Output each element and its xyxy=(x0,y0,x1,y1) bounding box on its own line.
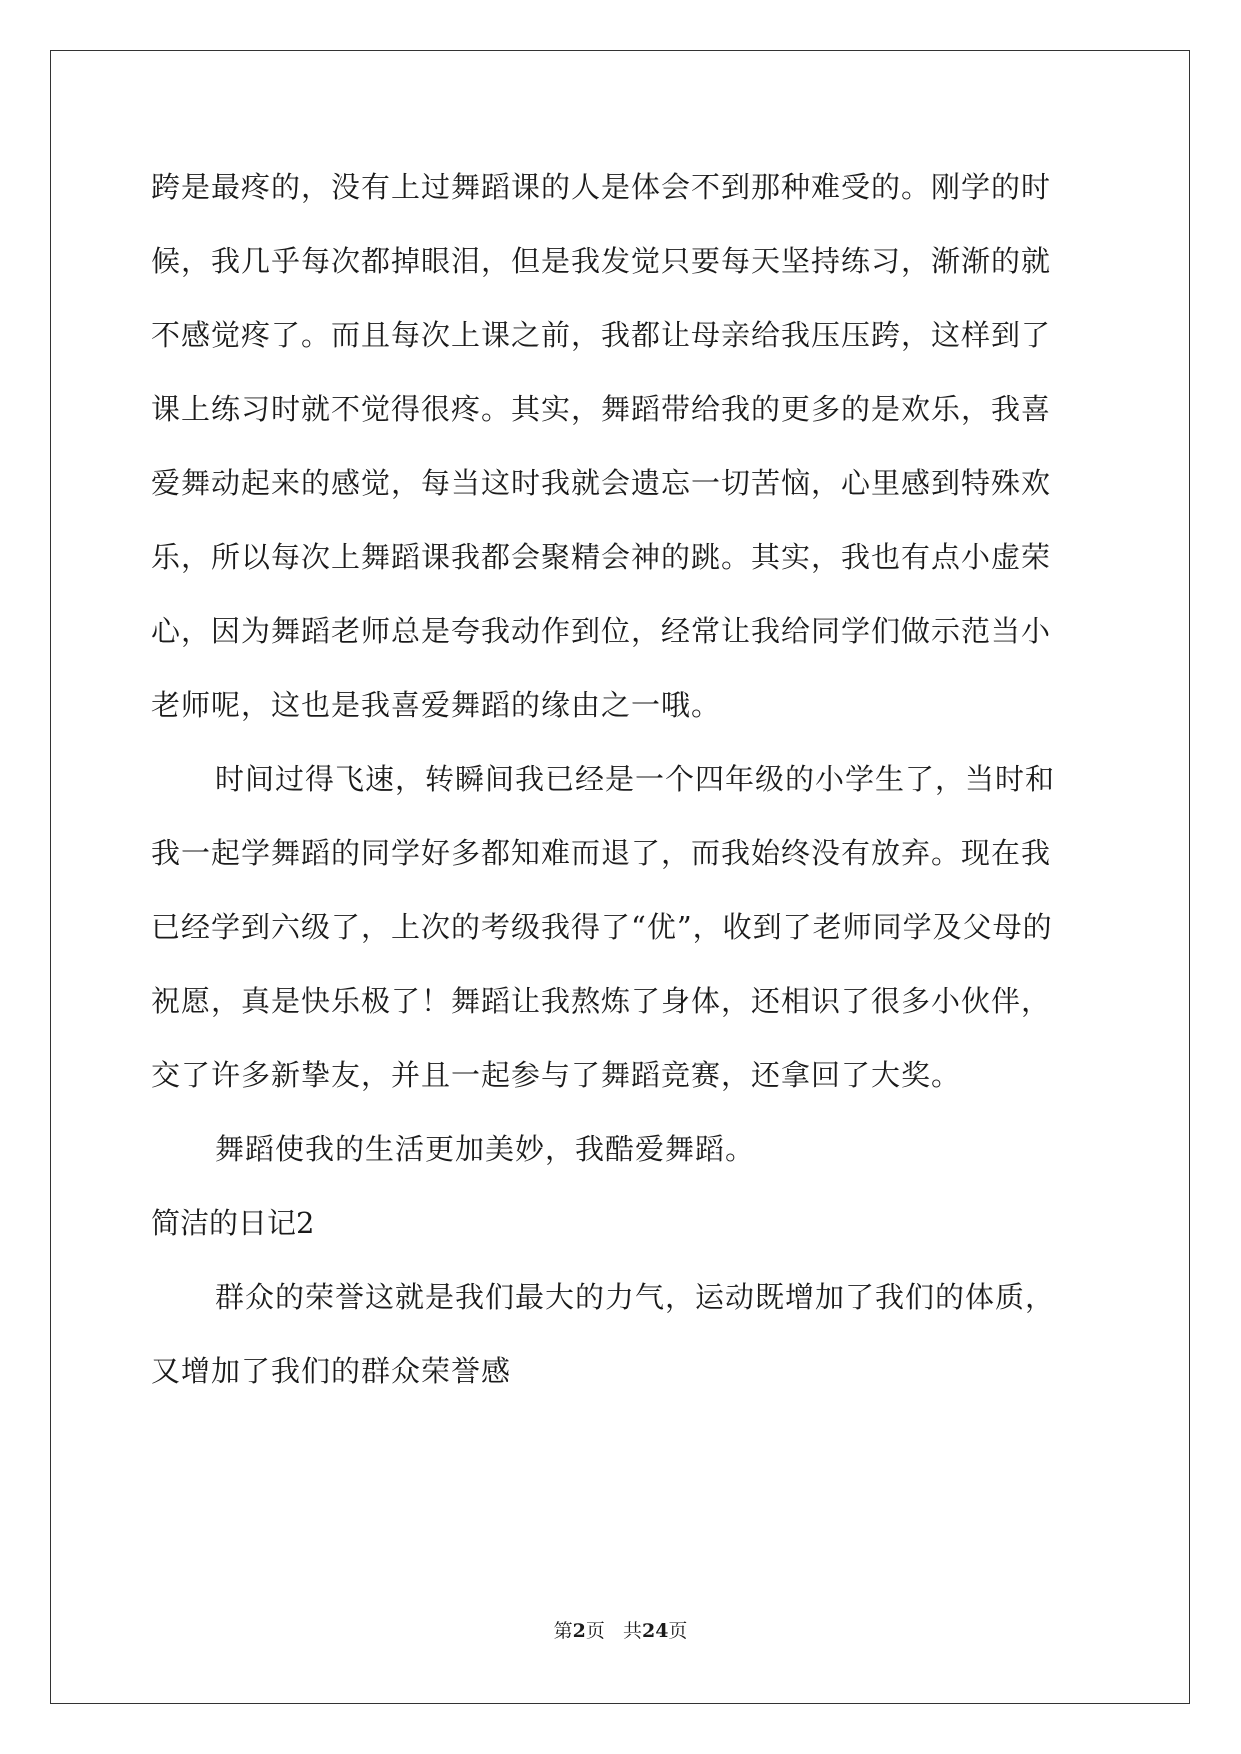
text-line: 乐，所以每次上舞蹈课我都会聚精会神的跳。其实，我也有点小虚荣 xyxy=(151,540,1052,574)
paragraph xyxy=(151,751,1091,1121)
page-number: 2 xyxy=(572,1620,586,1642)
paragraph xyxy=(151,1269,1091,1417)
total-pages: 24 xyxy=(641,1620,669,1642)
section-heading: 简洁的日记2 xyxy=(151,1206,315,1240)
footer-total-suffix: 页 xyxy=(668,1620,688,1642)
text-line: 课上练习时就不觉得很疼。其实，舞蹈带给我的更多的是欢乐，我喜 xyxy=(151,392,1052,426)
text-line: 又增加了我们的群众荣誉感 xyxy=(151,1354,512,1388)
paragraph xyxy=(151,1121,1091,1195)
text-line: 不感觉疼了。而且每次上课之前，我都让母亲给我压压跨，这样到了 xyxy=(151,318,1052,352)
text-line: 群众的荣誉这就是我们最大的力气，运动既增加了我们的体质， xyxy=(215,1280,1056,1314)
footer-page-suffix: 页 xyxy=(585,1620,605,1642)
text-line: 我一起学舞蹈的同学好多都知难而退了，而我始终没有放弃。现在我 xyxy=(151,836,1052,870)
text-line: 跨是最疼的，没有上过舞蹈课的人是体会不到那种难受的。刚学的时 xyxy=(151,170,1052,204)
text-line: 爱舞动起来的感觉，每当这时我就会遗忘一切苦恼，心里感到特殊欢 xyxy=(151,466,1052,500)
text-line: 时间过得飞速，转瞬间我已经是一个四年级的小学生了，当时和 xyxy=(215,762,1056,796)
text-line: 候，我几乎每次都掉眼泪，但是我发觉只要每天坚持练习，渐渐的就 xyxy=(151,244,1052,278)
page-footer xyxy=(0,1616,1241,1643)
document-body xyxy=(151,159,1091,1417)
footer-total-prefix: 共 xyxy=(622,1620,642,1642)
paragraph xyxy=(151,159,1091,751)
footer-prefix: 第 xyxy=(553,1620,573,1642)
text-line: 老师呢，这也是我喜爱舞蹈的缘由之一哦。 xyxy=(151,688,722,722)
text-line: 祝愿，真是快乐极了！舞蹈让我熬炼了身体，还相识了很多小伙伴， xyxy=(151,984,1052,1018)
text-line: 已经学到六级了，上次的考级我得了“优”，收到了老师同学及父母的 xyxy=(151,910,1053,944)
text-line: 交了许多新挚友，并且一起参与了舞蹈竞赛，还拿回了大奖。 xyxy=(151,1058,962,1092)
text-line: 心，因为舞蹈老师总是夸我动作到位，经常让我给同学们做示范当小 xyxy=(151,614,1052,648)
text-line: 舞蹈使我的生活更加美妙，我酷爱舞蹈。 xyxy=(215,1132,756,1166)
